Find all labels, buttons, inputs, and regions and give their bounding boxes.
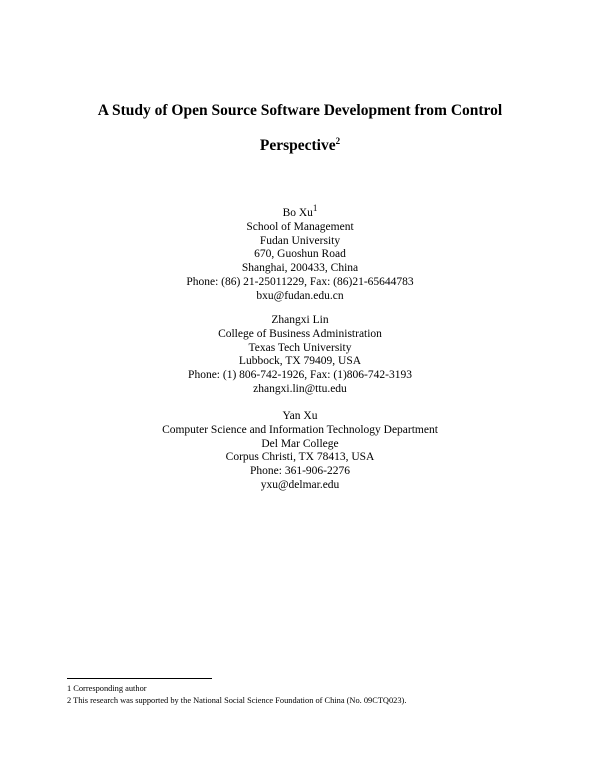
author-phone: Phone: (86) 21-25011229, Fax: (86)21-65644783 xyxy=(186,275,414,288)
author-affiliation: Computer Science and Information Technology Department xyxy=(162,423,438,436)
author-institution: Fudan University xyxy=(259,234,341,247)
author-address: 670, Guoshun Road xyxy=(254,248,346,261)
author-block-zhangxi-lin xyxy=(0,314,600,397)
author-email: zhangxi.lin@ttu.edu xyxy=(253,382,347,395)
author-institution: Texas Tech University xyxy=(248,341,352,354)
author-city: Shanghai, 200433, China xyxy=(241,262,359,275)
author-footnote-marker: 1 xyxy=(312,203,318,214)
paper-title-line-2 xyxy=(0,137,600,155)
author-block-bo-xu xyxy=(0,203,600,304)
footnote-1: 1 Corresponding author xyxy=(67,684,147,693)
author-email: yxu@delmar.edu xyxy=(260,478,340,491)
paper-title-text-2: Perspective xyxy=(259,137,336,154)
paper-title-text-1: A Study of Open Source Software Development from Control xyxy=(97,102,503,119)
author-city: Lubbock, TX 79409, USA xyxy=(238,355,362,368)
title-footnote-marker: 2 xyxy=(335,135,341,146)
footnote-separator xyxy=(67,678,212,679)
author-institution: Del Mar College xyxy=(261,437,339,450)
author-name-text: Bo Xu xyxy=(282,207,313,219)
footnotes xyxy=(67,683,406,706)
author-name: Zhangxi Lin xyxy=(271,314,329,326)
author-city: Corpus Christi, TX 78413, USA xyxy=(225,451,375,464)
author-affiliation: School of Management xyxy=(246,220,354,233)
author-name: Yan Xu xyxy=(282,410,318,422)
author-name xyxy=(0,203,600,221)
author-phone: Phone: (1) 806-742-1926, Fax: (1)806-742-3193 xyxy=(188,369,412,382)
author-email: bxu@fudan.edu.cn xyxy=(256,289,344,302)
paper-title-line-1 xyxy=(0,102,600,120)
footnote-2: 2 This research was supported by the National Social Science Foundation of China (No. 09CTQ023). xyxy=(67,695,407,705)
author-affiliation: College of Business Administration xyxy=(218,327,382,340)
author-block-yan-xu xyxy=(0,410,600,493)
author-phone: Phone: 361-906-2276 xyxy=(250,465,350,478)
